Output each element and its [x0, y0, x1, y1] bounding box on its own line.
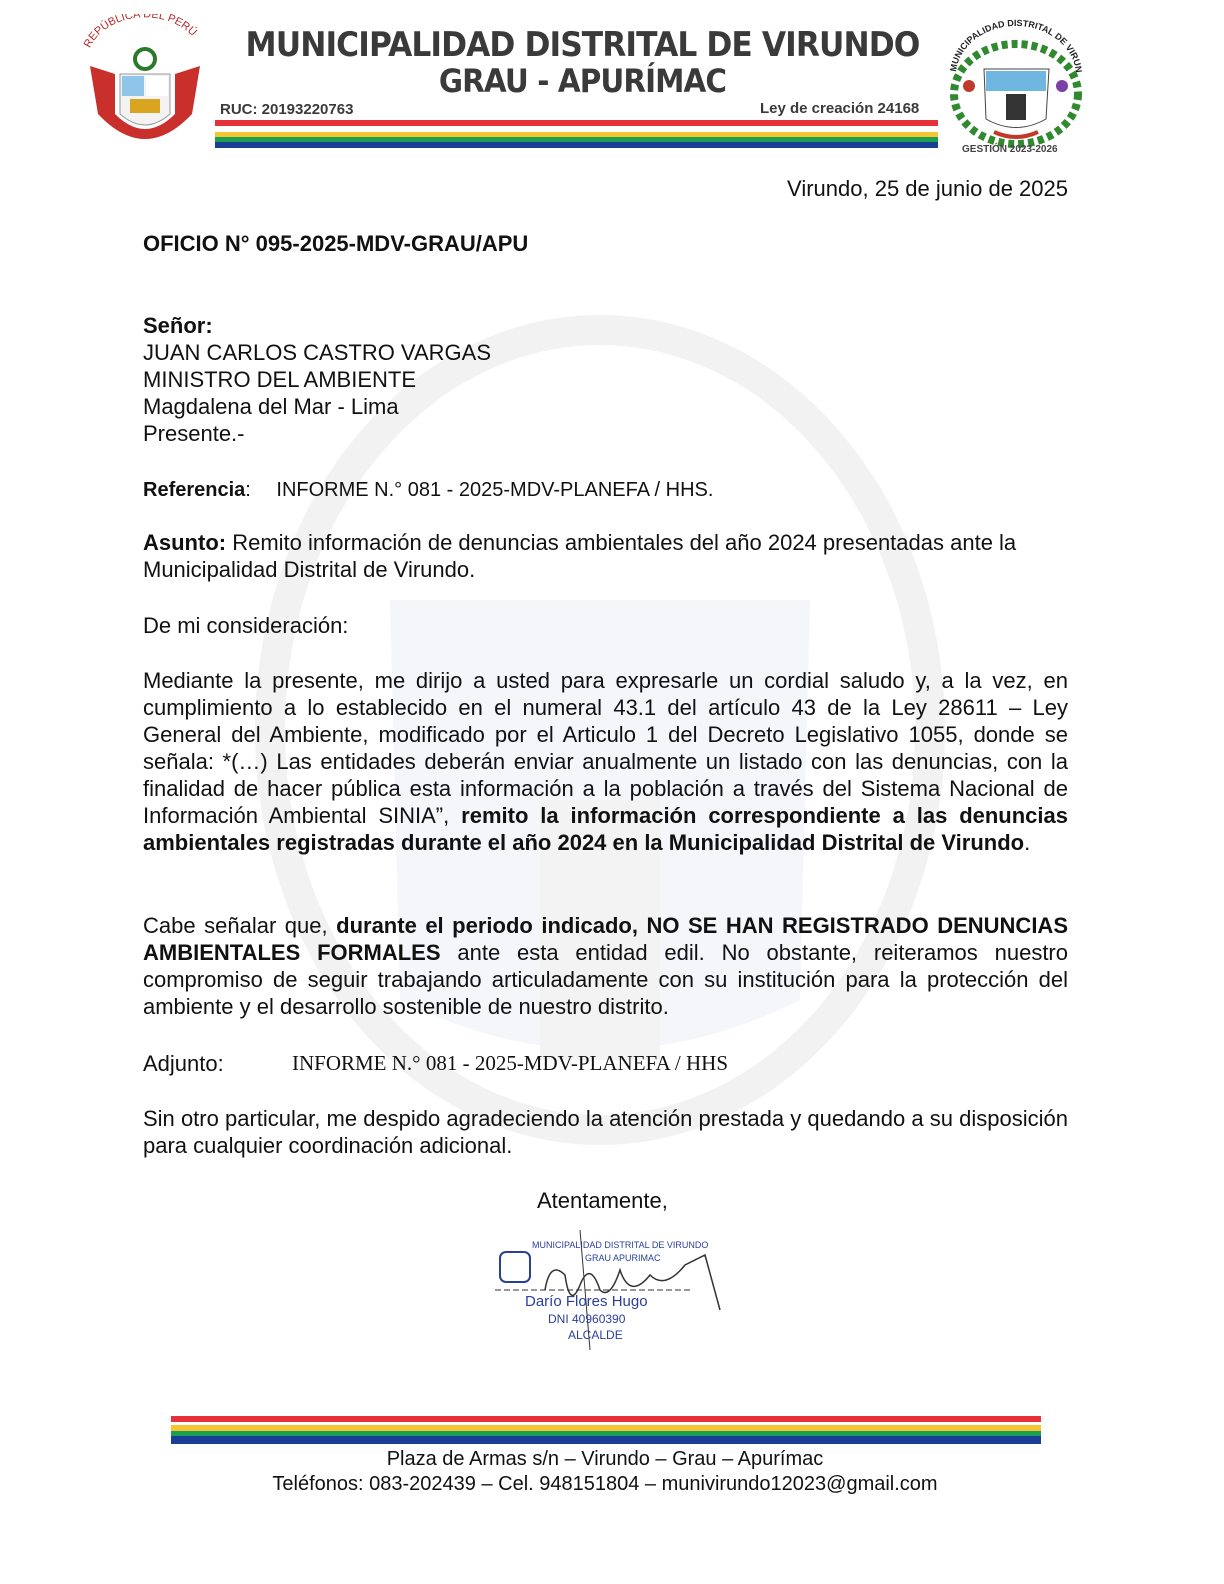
ley-creacion: Ley de creación 24168: [760, 100, 920, 117]
signature-stamp: [490, 1230, 740, 1355]
recipient-block: [143, 312, 1068, 447]
stamp-name: Darío Flores Hugo: [525, 1293, 648, 1310]
municipal-emblem: [944, 14, 1089, 159]
recipient-place: Magdalena del Mar - Lima: [143, 394, 399, 419]
p2-start: Cabe señalar que,: [143, 913, 337, 938]
asunto: [143, 529, 1068, 583]
stamp-line2: GRAU APURIMAC: [585, 1253, 661, 1263]
p2-bold: durante el periodo indicado, NO SE HAN REGISTRADO DENUNCIAS AMBIENTALES FORMALES: [143, 913, 1068, 965]
adjunto-value: INFORME N.° 081 - 2025-MDV-PLANEFA / HHS: [292, 1051, 729, 1075]
closing: Atentamente,: [537, 1188, 668, 1213]
svg-text:MUNICIPALIDAD DISTRITAL DE VIR: MUNICIPALIDAD DISTRITAL DE VIRUN: [948, 17, 1084, 74]
salutation: Señor:: [143, 313, 213, 338]
p1-end: .: [1024, 830, 1031, 855]
referencia-colon: :: [245, 479, 251, 501]
footer-stripe-blue: [171, 1436, 1041, 1444]
presente: Presente.-: [143, 421, 245, 446]
adjunto: [143, 1050, 1068, 1077]
paragraph-2: [143, 912, 1068, 1020]
closing-paragraph: Sin otro particular, me despido agradeciendo la atención prestada y quedando a su disposición para cualquier coordinación adicional.: [143, 1106, 1068, 1158]
ruc: RUC: 20193220763: [220, 101, 354, 118]
gestion-label: GESTIÓN 2023-2026: [962, 144, 1058, 155]
referencia: [143, 477, 1068, 504]
oficio-number: OFICIO N° 095-2025-MDV-GRAU/APU: [143, 231, 529, 256]
footer-stripe-red: [171, 1416, 1041, 1422]
p1-text: Mediante la presente, me dirijo a usted para expresarle un cordial saludo y, a la vez, en cumplimiento a lo establecido en el numeral 43.1 del artículo 43 de la Ley 28611 – Ley General del Ambiente, modificado por el Articulo 1 del Decreto Legislativo 1055, donde se señala: *(…) Las entidades deberán enviar anualmente un listado con las denuncias, con la finalidad de hacer pública esta información a la población a través del Sistema Nacional de Información Ambiental SINIA”,: [143, 668, 1068, 828]
stamp-dni: DNI 40960390: [548, 1312, 626, 1326]
footer-contact: Teléfonos: 083-202439 – Cel. 948151804 – munivirundo12023@gmail.com: [272, 1473, 938, 1495]
referencia-value: INFORME N.° 081 - 2025-MDV-PLANEFA / HHS.: [276, 479, 714, 501]
header-stripe-blue: [215, 142, 938, 148]
paragraph-1: [143, 667, 1068, 856]
recipient-name: JUAN CARLOS CASTRO VARGAS: [143, 340, 491, 365]
header-title-line1: MUNICIPALIDAD DISTRITAL DE VIRUNDO: [245, 25, 920, 65]
peru-coat-of-arms: [80, 14, 210, 152]
footer-address: Plaza de Armas s/n – Virundo – Grau – Apurímac: [386, 1448, 824, 1470]
stamp-role: ALCALDE: [568, 1328, 623, 1342]
p2-end: ante esta entidad edil. No obstante, reiteramos nuestro compromiso de seguir trabajando articuladamente con su institución para la protección del ambiente y el desarrollo sostenible de nuestro distrito.: [143, 940, 1068, 1019]
adjunto-label: Adjunto:: [143, 1051, 224, 1076]
header-stripe-red: [215, 120, 938, 126]
p1-bold: remito la información correspondiente a las denuncias ambientales registradas durante el año 2024 en la Municipalidad Distrital de Virundo: [143, 803, 1069, 855]
recipient-title: MINISTRO DEL AMBIENTE: [143, 367, 417, 392]
stamp-line1: MUNICIPALIDAD DISTRITAL DE VIRUNDO: [532, 1240, 709, 1250]
header-title-line2: GRAU - APURÍMAC: [438, 62, 727, 100]
asunto-value: Remito información de denuncias ambientales del año 2024 presentadas ante la Municipalidad Distrital de Virundo.: [143, 530, 1017, 582]
svg-text:REPÚBLICA DEL PERÚ: REPÚBLICA DEL PERÚ: [81, 14, 199, 50]
letter-date: Virundo, 25 de junio de 2025: [787, 176, 1068, 201]
greeting: De mi consideración:: [143, 613, 349, 638]
referencia-label: Referencia: [143, 479, 246, 501]
asunto-label: Asunto:: [143, 530, 227, 555]
